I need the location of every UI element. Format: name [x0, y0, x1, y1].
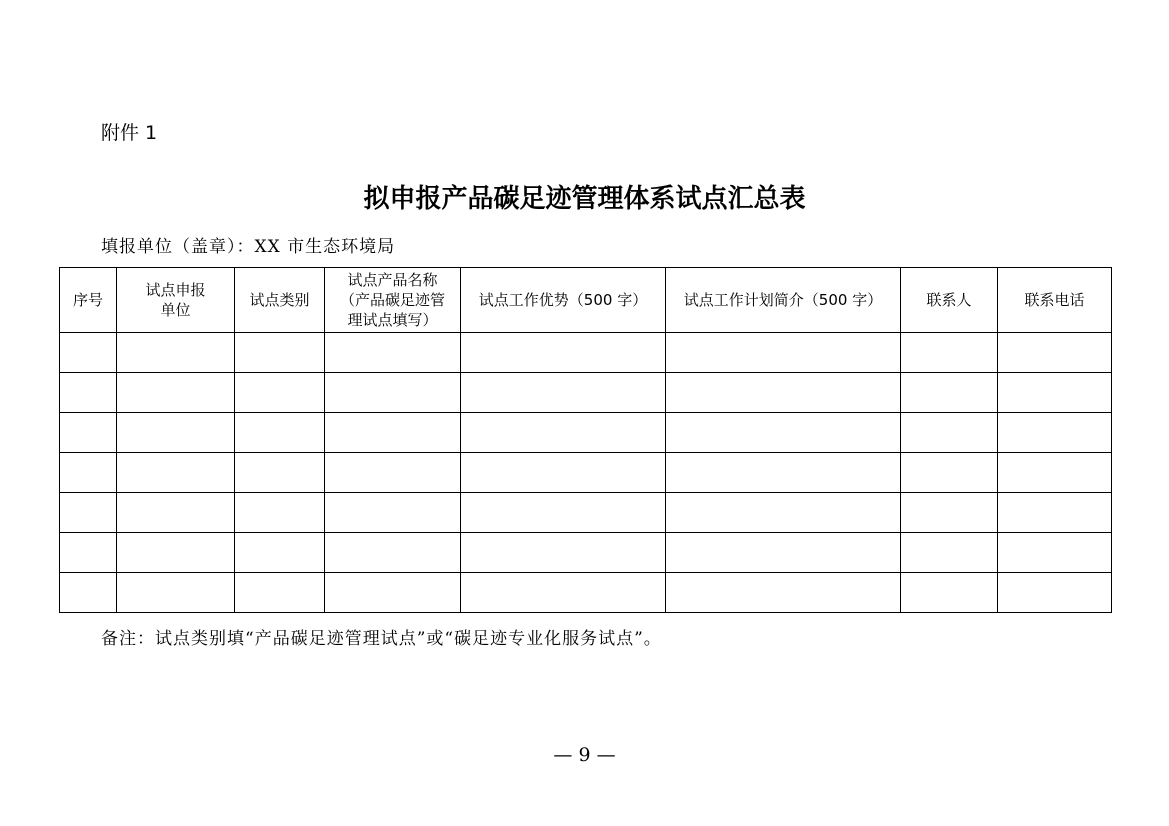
table-cell: [461, 373, 666, 413]
document-title: 拟申报产品碳足迹管理体系试点汇总表: [363, 184, 806, 214]
header-cell: [998, 268, 1112, 333]
header-cell: [60, 268, 117, 333]
table-cell: [235, 573, 325, 613]
table-cell: [666, 453, 901, 493]
table-cell: [901, 533, 998, 573]
table-cell: [60, 373, 117, 413]
filler-unit: 填报单位（盖章）：XX 市生态环境局: [101, 237, 396, 257]
table-row: [60, 453, 1112, 493]
table-cell: [461, 413, 666, 453]
table-row: [60, 493, 1112, 533]
header-row: [60, 268, 1112, 333]
header-advantages: 试点工作优势（500 字）: [478, 291, 648, 309]
table-cell: [998, 413, 1112, 453]
header-contact-person: 联系人: [926, 291, 972, 309]
table-cell: [235, 373, 325, 413]
table-cell: [461, 333, 666, 373]
header-cell: [117, 268, 235, 333]
header-work-plan: 试点工作计划简介（500 字）: [683, 291, 883, 309]
header-applicant-unit: 试点申报 单位: [145, 281, 206, 319]
header-cell: [235, 268, 325, 333]
table-cell: [998, 573, 1112, 613]
table-cell: [117, 573, 235, 613]
header-cell: [901, 268, 998, 333]
header-serial: 序号: [72, 291, 103, 309]
table-row: [60, 333, 1112, 373]
table-cell: [117, 333, 235, 373]
table-cell: [666, 493, 901, 533]
table-row: [60, 533, 1112, 573]
table-cell: [235, 333, 325, 373]
table-cell: [235, 413, 325, 453]
table-cell: [901, 413, 998, 453]
table-cell: [117, 453, 235, 493]
table-cell: [998, 533, 1112, 573]
table-cell: [901, 373, 998, 413]
table-cell: [998, 373, 1112, 413]
table-row: [60, 413, 1112, 453]
table-cell: [461, 573, 666, 613]
table-body: [60, 333, 1112, 613]
table-cell: [901, 573, 998, 613]
table-cell: [117, 373, 235, 413]
table-cell: [60, 453, 117, 493]
table-cell: [60, 493, 117, 533]
table-cell: [325, 493, 461, 533]
table-cell: [60, 533, 117, 573]
table-cell: [60, 573, 117, 613]
table-cell: [461, 453, 666, 493]
table-cell: [325, 533, 461, 573]
table-cell: [325, 413, 461, 453]
header-cell: [325, 268, 461, 333]
table-cell: [117, 493, 235, 533]
table-cell: [901, 333, 998, 373]
footnote: 备注：试点类别填“产品碳足迹管理试点”或“碳足迹专业化服务试点”。: [101, 629, 662, 649]
header-contact-phone: 联系电话: [1024, 291, 1085, 309]
header-pilot-category: 试点类别: [249, 291, 310, 309]
header-cell: [461, 268, 666, 333]
table-cell: [117, 533, 235, 573]
table-cell: [998, 333, 1112, 373]
table-cell: [60, 333, 117, 373]
table-cell: [666, 333, 901, 373]
table-cell: [901, 493, 998, 533]
table-cell: [666, 413, 901, 453]
table-cell: [666, 573, 901, 613]
table-cell: [325, 453, 461, 493]
summary-table: [59, 267, 1112, 613]
table-row: [60, 373, 1112, 413]
page-number: — 9 —: [553, 744, 616, 766]
table-cell: [235, 533, 325, 573]
table-cell: [235, 493, 325, 533]
table-cell: [998, 493, 1112, 533]
header-product-name: 试点产品名称 （产品碳足迹管 理试点填写）: [339, 271, 445, 329]
table-cell: [60, 413, 117, 453]
table-cell: [117, 413, 235, 453]
table-row: [60, 573, 1112, 613]
table-cell: [461, 533, 666, 573]
table-cell: [666, 533, 901, 573]
table-cell: [235, 453, 325, 493]
table-cell: [666, 373, 901, 413]
table-cell: [325, 333, 461, 373]
table-cell: [998, 453, 1112, 493]
table-cell: [325, 573, 461, 613]
attachment-label: 附件 1: [101, 122, 158, 144]
table-cell: [901, 453, 998, 493]
table-cell: [461, 493, 666, 533]
header-cell: [666, 268, 901, 333]
table-cell: [325, 373, 461, 413]
